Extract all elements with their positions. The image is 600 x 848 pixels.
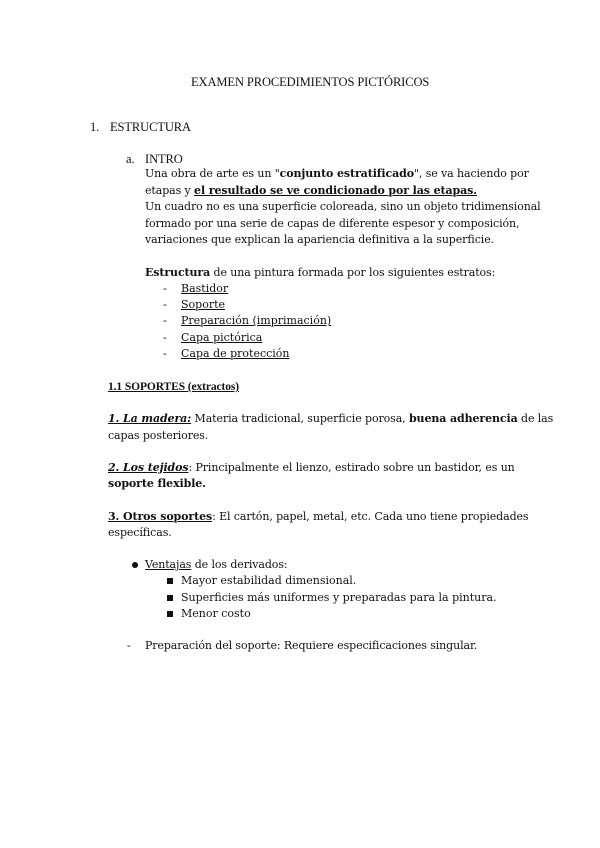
intro-bold: conjunto estratificado <box>279 167 414 180</box>
intro-text: Una obra de arte es un " <box>145 167 280 180</box>
list-item: Bastidor <box>181 282 229 295</box>
square-bullet-icon <box>167 611 173 617</box>
intro-text: ", se va haciendo por <box>413 167 529 180</box>
list-item: Capa pictórica <box>181 331 263 344</box>
dash-marker: - <box>163 331 167 344</box>
list-item: Soporte <box>181 298 226 311</box>
intro-line-2 <box>145 183 477 199</box>
ventajas-item: Menor costo <box>181 607 251 620</box>
section-title: ESTRUCTURA <box>110 120 191 134</box>
soportes-p2-line-1 <box>108 460 515 476</box>
intro-line-4: formado por una serie de capas de diferente espesor y composición, <box>145 217 520 230</box>
dash-marker: - <box>127 639 131 652</box>
square-bullet-icon <box>167 595 173 601</box>
preparacion-line: Preparación del soporte: Requiere especificaciones singular. <box>145 639 478 652</box>
estructura-rest: de una pintura formada por los siguientes estratos: <box>210 266 496 279</box>
soportes-p1-line-2: capas posteriores. <box>108 429 209 442</box>
p3-label: 3. Otros soportes <box>108 510 213 523</box>
soportes-p1-line-1 <box>108 411 553 427</box>
bullet-dot-icon <box>132 562 138 568</box>
dash-marker: - <box>163 282 167 295</box>
section-number: 1. <box>90 120 100 134</box>
soportes-heading: 1.1 SOPORTES (extractos) <box>108 381 240 393</box>
soportes-p2-line-2: soporte flexible. <box>108 477 206 490</box>
p1-label: 1. La madera: <box>108 412 192 425</box>
intro-bold-underline: el resultado se ve condicionado por las etapas. <box>194 184 477 197</box>
ventajas-rest: de los derivados: <box>191 558 288 571</box>
intro-line-5: variaciones que explican la apariencia definitiva a la superficie. <box>145 233 494 246</box>
subsection-letter: a. <box>126 152 135 166</box>
document-title: EXAMEN PROCEDIMIENTOS PICTÓRICOS <box>191 75 430 89</box>
ventajas-item: Superficies más uniformes y preparadas para la pintura. <box>181 591 497 604</box>
ventajas-underlined: Ventajas <box>145 558 192 571</box>
estructura-bold: Estructura <box>145 266 211 279</box>
p1-bold: buena adherencia <box>408 412 518 425</box>
dash-marker: - <box>163 298 167 311</box>
ventajas-line <box>145 557 287 573</box>
intro-line-1 <box>145 166 529 182</box>
p1-text: Materia tradicional, superficie porosa, <box>191 412 409 425</box>
list-item: Capa de protección <box>181 347 290 360</box>
list-item: Preparación (imprimación) <box>181 314 332 327</box>
dash-marker: - <box>163 347 167 360</box>
p2-label: 2. Los tejidos <box>108 461 189 474</box>
dash-marker: - <box>163 314 167 327</box>
intro-text: etapas y <box>145 184 195 197</box>
ventajas-item: Mayor estabilidad dimensional. <box>181 574 357 587</box>
p2-text: : Principalmente el lienzo, estirado sobre un bastidor, es un <box>188 461 515 474</box>
intro-line-3: Un cuadro no es una superficie coloreada, sino un objeto tridimensional <box>145 200 541 213</box>
soportes-p3-line-2: específicas. <box>108 526 172 539</box>
subsection-title: INTRO <box>145 152 183 166</box>
p3-text: : El cartón, papel, metal, etc. Cada uno tiene propiedades <box>212 510 529 523</box>
soportes-p3-line-1 <box>108 509 528 525</box>
estructura-lead <box>145 265 495 281</box>
p1-text: de las <box>517 412 554 425</box>
square-bullet-icon <box>167 578 173 584</box>
